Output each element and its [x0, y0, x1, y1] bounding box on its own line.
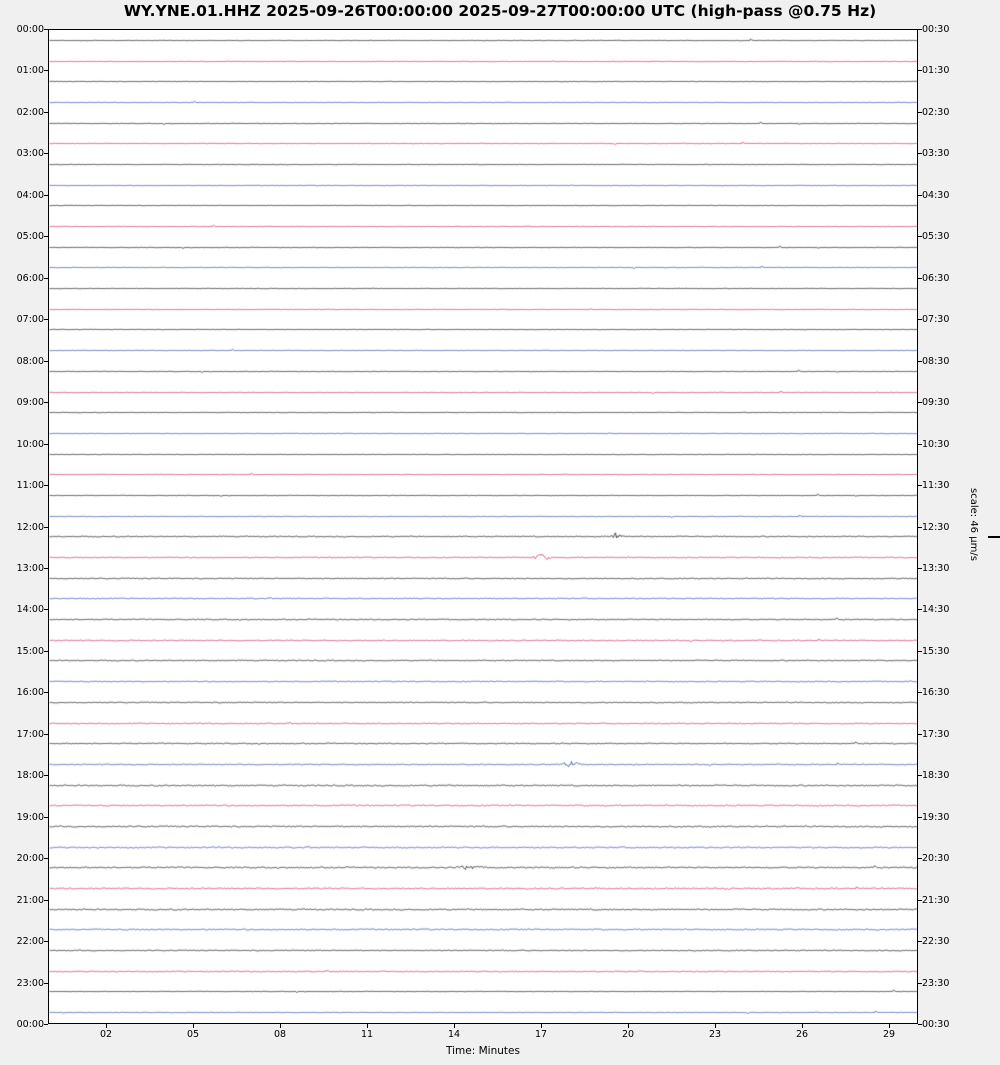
left-time-label: 17:00 [16, 728, 44, 740]
left-time-label: 12:00 [16, 521, 44, 533]
left-time-label: 11:00 [16, 480, 44, 492]
x-tick-mark [367, 1024, 368, 1028]
right-time-label: 16:30 [922, 687, 950, 699]
left-tick-mark [44, 444, 48, 445]
left-tick-mark [44, 278, 48, 279]
right-tick-mark [918, 402, 922, 403]
right-time-label: 11:30 [922, 480, 950, 492]
x-tick-label: 17 [534, 1029, 548, 1040]
left-tick-mark [44, 609, 48, 610]
right-time-label: 20:30 [922, 853, 950, 865]
right-time-label: 00:30 [922, 24, 950, 35]
left-time-label: 13:00 [16, 562, 44, 574]
right-tick-mark [918, 817, 922, 818]
left-tick-mark [44, 817, 48, 818]
left-time-label: 00:00 [16, 24, 44, 35]
x-tick-label: 11 [360, 1029, 374, 1040]
left-tick-mark [44, 941, 48, 942]
right-time-label: 21:30 [922, 894, 950, 906]
left-time-label: 01:00 [16, 65, 44, 77]
right-time-label: 05:30 [922, 231, 950, 243]
x-tick-mark [628, 1024, 629, 1028]
right-time-label: 13:30 [922, 562, 950, 574]
scale-bar [988, 536, 1000, 538]
right-tick-mark [918, 195, 922, 196]
left-time-label: 22:00 [16, 936, 44, 948]
right-time-label: 15:30 [922, 645, 950, 657]
right-time-label: 07:30 [922, 314, 950, 326]
left-time-label: 18:00 [16, 770, 44, 782]
plot-area[interactable] [48, 29, 918, 1024]
trace-row [49, 993, 917, 1024]
left-tick-mark [44, 527, 48, 528]
right-tick-mark [918, 692, 922, 693]
right-tick-mark [918, 153, 922, 154]
right-tick-mark [918, 858, 922, 859]
right-time-label: 09:30 [922, 397, 950, 409]
left-time-label: 15:00 [16, 645, 44, 657]
right-tick-mark [918, 775, 922, 776]
left-tick-mark [44, 153, 48, 154]
left-time-label: 16:00 [16, 687, 44, 699]
x-tick-mark [889, 1024, 890, 1028]
left-time-label: 00:00 [16, 1019, 44, 1030]
left-time-label: 20:00 [16, 853, 44, 865]
right-time-label: 17:30 [922, 728, 950, 740]
page-title: WY.YNE.01.HHZ 2025-09-26T00:00:00 2025-09-27T00:00:00 UTC (high-pass @0.75 Hz) [123, 2, 877, 20]
left-time-label: 04:00 [16, 189, 44, 201]
left-tick-mark [44, 734, 48, 735]
right-tick-mark [918, 29, 922, 30]
right-time-label: 06:30 [922, 272, 950, 284]
right-time-label: 19:30 [922, 811, 950, 823]
x-axis-label: Time: Minutes [446, 1045, 520, 1057]
right-time-label: 22:30 [922, 936, 950, 948]
left-time-label: 14:00 [16, 604, 44, 616]
right-time-label: 10:30 [922, 438, 950, 450]
scale-annotation [966, 488, 996, 598]
left-time-label: 23:00 [16, 977, 44, 989]
right-time-label: 18:30 [922, 770, 950, 782]
right-tick-mark [918, 983, 922, 984]
left-tick-mark [44, 70, 48, 71]
right-time-label: 04:30 [922, 189, 950, 201]
right-tick-mark [918, 361, 922, 362]
right-tick-mark [918, 319, 922, 320]
x-tick-mark [454, 1024, 455, 1028]
scale-label: scale: 46 µm/s [968, 488, 979, 561]
right-tick-mark [918, 900, 922, 901]
left-tick-mark [44, 402, 48, 403]
right-tick-mark [918, 609, 922, 610]
left-tick-mark [44, 361, 48, 362]
x-tick-label: 08 [273, 1029, 287, 1040]
left-time-label: 02:00 [16, 106, 44, 118]
left-tick-mark [44, 692, 48, 693]
left-tick-mark [44, 29, 48, 30]
right-tick-mark [918, 1024, 922, 1025]
right-time-label: 23:30 [922, 977, 950, 989]
left-tick-mark [44, 983, 48, 984]
x-tick-label: 29 [882, 1029, 896, 1040]
left-time-label: 06:00 [16, 272, 44, 284]
left-tick-mark [44, 775, 48, 776]
x-tick-label: 26 [795, 1029, 809, 1040]
x-tick-label: 05 [186, 1029, 200, 1040]
right-tick-mark [918, 651, 922, 652]
x-tick-label: 02 [99, 1029, 113, 1040]
left-time-label: 08:00 [16, 355, 44, 367]
left-tick-mark [44, 651, 48, 652]
right-tick-mark [918, 444, 922, 445]
right-tick-mark [918, 236, 922, 237]
left-time-label: 19:00 [16, 811, 44, 823]
x-tick-mark [715, 1024, 716, 1028]
right-tick-mark [918, 112, 922, 113]
left-time-label: 05:00 [16, 231, 44, 243]
x-tick-mark [193, 1024, 194, 1028]
x-tick-mark [106, 1024, 107, 1028]
right-tick-mark [918, 278, 922, 279]
right-tick-mark [918, 527, 922, 528]
x-tick-label: 14 [447, 1029, 461, 1040]
right-time-label: 01:30 [922, 65, 950, 77]
left-time-label: 09:00 [16, 397, 44, 409]
left-tick-mark [44, 319, 48, 320]
x-tick-mark [802, 1024, 803, 1028]
x-tick-mark [280, 1024, 281, 1028]
x-tick-label: 23 [708, 1029, 722, 1040]
x-tick-label: 20 [621, 1029, 635, 1040]
right-time-label: 00:30 [922, 1019, 950, 1030]
left-tick-mark [44, 485, 48, 486]
left-time-label: 03:00 [16, 148, 44, 160]
left-time-label: 07:00 [16, 314, 44, 326]
right-tick-mark [918, 734, 922, 735]
left-tick-mark [44, 112, 48, 113]
left-time-label: 10:00 [16, 438, 44, 450]
right-tick-mark [918, 485, 922, 486]
left-tick-mark [44, 1024, 48, 1025]
right-tick-mark [918, 70, 922, 71]
left-tick-mark [44, 568, 48, 569]
right-time-label: 14:30 [922, 604, 950, 616]
left-tick-mark [44, 236, 48, 237]
right-time-label: 08:30 [922, 355, 950, 367]
left-tick-mark [44, 858, 48, 859]
right-time-label: 12:30 [922, 521, 950, 533]
left-time-label: 21:00 [16, 894, 44, 906]
right-time-label: 02:30 [922, 106, 950, 118]
left-tick-mark [44, 900, 48, 901]
right-tick-mark [918, 568, 922, 569]
right-time-label: 03:30 [922, 148, 950, 160]
left-tick-mark [44, 195, 48, 196]
right-tick-mark [918, 941, 922, 942]
x-tick-mark [541, 1024, 542, 1028]
